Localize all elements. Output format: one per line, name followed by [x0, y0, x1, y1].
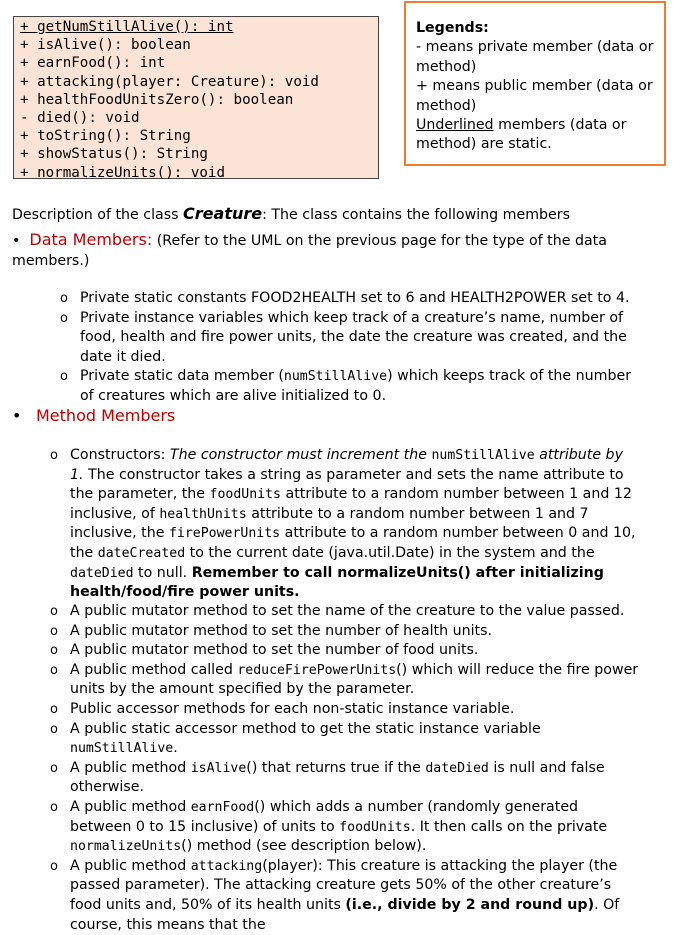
code-text: normalizeUnits	[70, 839, 182, 855]
text: attribute by 1.	[70, 447, 623, 483]
text: The constructor takes a string as parameter and sets the name attribute to the parameter, the	[70, 466, 624, 503]
uml-method-line: + isAlive(): boolean	[20, 37, 191, 54]
text: () which adds a number (randomly generated between 0 to 15 inclusive) of units to	[70, 798, 579, 835]
text: A public method	[70, 759, 191, 776]
code-text: foodUnits	[209, 487, 281, 503]
list-item	[46, 857, 640, 935]
code-text: earnFood	[190, 799, 255, 815]
code-text: healthUnits	[159, 506, 247, 522]
code-text: numStillAlive	[283, 369, 388, 385]
text: (i.e., divide by 2 and round up)	[345, 896, 595, 913]
list-item	[56, 367, 636, 406]
list-item	[46, 759, 640, 798]
text: Constructors:	[70, 447, 170, 463]
code-text: foodUnits	[339, 819, 411, 835]
text: attribute to a random number between 1 and 12 inclusive, of	[70, 486, 632, 522]
list-item: o Private static constants FOOD2HEALTH set to 6 and HEALTH2POWER set to 4.	[56, 289, 636, 309]
uml-methods-box	[13, 16, 379, 179]
list-item	[46, 446, 640, 603]
text: A public static accessor method to get the static instance variable	[70, 720, 541, 737]
legend-title: Legends:	[416, 20, 489, 36]
text: () which will reduce the fire power units by the amount specified by the parameter.	[70, 661, 639, 698]
text: Private static data member (	[80, 368, 284, 385]
uml-method-line: + getNumStillAlive(): int	[20, 19, 234, 35]
code-text: dateCreated	[97, 545, 186, 561]
text: The constructor must increment the	[169, 447, 432, 463]
data-members-note: (Refer to the UML on the previous page for the type of the data members.)	[12, 233, 607, 269]
list-item	[46, 798, 640, 857]
class-name: Creature	[183, 204, 263, 223]
code-text: dateDied	[70, 565, 134, 581]
text: . It then calls on the private	[410, 818, 608, 835]
uml-method-line: - died(): void	[20, 110, 140, 127]
method-members-section	[12, 406, 175, 425]
legend-static-underlined: Underlined	[416, 117, 494, 134]
list-item: o Private instance variables which keep track of a creature’s name, number of food, health and fire power units, the date the creature was created, and the date it died.	[56, 309, 636, 368]
method-list	[46, 602, 640, 935]
text: to the current date (java.util.Date) in the system and the	[185, 544, 595, 561]
method-members-heading: Method Members	[36, 406, 176, 425]
text: .	[173, 740, 178, 757]
data-members-heading: Data Members:	[29, 230, 153, 249]
bullet-icon: •	[12, 406, 22, 425]
text: () that returns true if the	[246, 759, 426, 776]
uml-method-line: + normalizeUnits(): void	[20, 164, 225, 181]
uml-method-line: + showStatus(): String	[20, 146, 208, 163]
legend-static-text: members (data or method) are static.	[416, 117, 627, 153]
text: . Of course, this means that the	[70, 896, 620, 933]
data-members-section	[12, 230, 612, 271]
text: ) which keeps track of the number of creatures which are alive initialized to 0.	[80, 368, 632, 404]
text: to null.	[133, 564, 192, 581]
code-text: firePowerUnits	[168, 526, 281, 542]
text: Remember to call normalizeUnits() after initializing health/food/fire power units.	[70, 564, 604, 601]
text: attribute to a random number between 1 and 7 inclusive, the	[70, 505, 589, 542]
uml-method-line: + toString(): String	[20, 128, 191, 145]
code-text: isAlive	[190, 760, 247, 776]
text: () method (see description below).	[181, 838, 427, 855]
list-item: o A public mutator method to set the number of health units.	[46, 622, 640, 642]
class-description	[12, 204, 570, 223]
uml-method-line: + healthFoodUnitsZero(): boolean	[20, 91, 294, 108]
uml-method-line: + earnFood(): int	[20, 55, 166, 72]
legend-public: + means public member (data or method)	[416, 78, 653, 114]
text: A public method called	[70, 661, 238, 678]
legend-private: - means private member (data or method)	[416, 39, 654, 75]
list-item: o A public mutator method to set the number of food units.	[46, 641, 640, 661]
list-item	[46, 661, 640, 700]
description-prefix: Description of the class	[12, 207, 184, 223]
list-item: o Public accessor methods for each non-static instance variable.	[46, 700, 640, 720]
text: A public method	[70, 857, 191, 874]
code-text: numStillAlive	[431, 448, 535, 463]
uml-method-line: + attacking(player: Creature): void	[20, 73, 319, 90]
code-text: dateDied	[425, 760, 489, 776]
text: (player): This creature is attacking the player (the passed parameter). The attacking creature gets 50% of the other creature’s food units and, 50% of its health units	[70, 857, 618, 913]
code-text: attacking	[190, 858, 263, 874]
data-members-list	[56, 289, 636, 407]
legend-static	[416, 116, 664, 155]
text: is null and false otherwise.	[70, 759, 605, 796]
text: attribute to a random number between 0 and 10, the	[70, 525, 636, 561]
description-suffix: : The class contains the following members	[262, 207, 570, 223]
constructor-description	[46, 446, 640, 603]
code-text: numStillAlive	[70, 741, 174, 757]
legend-box	[404, 1, 666, 166]
code-text: reduceFirePowerUnits	[237, 662, 397, 678]
text: A public method	[70, 798, 191, 815]
list-item: o A public mutator method to set the name of the creature to the value passed.	[46, 602, 640, 622]
bullet-icon: •	[12, 233, 30, 249]
list-item	[46, 720, 640, 759]
